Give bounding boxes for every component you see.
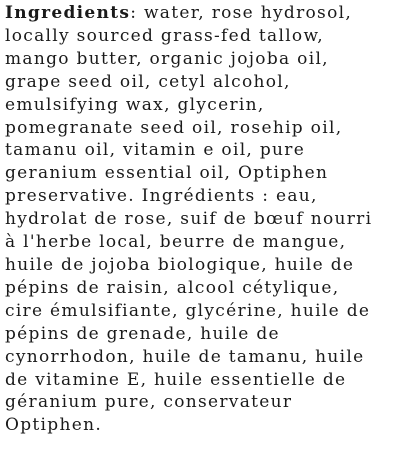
ingredient-line: pomegranate seed oil, rosehip oil, bbox=[5, 117, 343, 138]
ingredient-line: geranium essential oil, Optiphen bbox=[5, 163, 329, 184]
ingredient-line: géranium pure, conservateur bbox=[5, 392, 293, 413]
ingredient-line: cynorrhodon, huile de tamanu, huile bbox=[5, 346, 365, 367]
ingredients-heading: Ingredients bbox=[5, 3, 131, 23]
ingredient-line: emulsifying wax, glycerin, bbox=[5, 94, 265, 115]
ingredient-line: pépins de grenade, huile de bbox=[5, 323, 280, 344]
ingredient-line: mango butter, organic jojoba oil, bbox=[5, 48, 329, 69]
ingredient-line: huile de jojoba biologique, huile de bbox=[5, 254, 355, 275]
ingredient-text: : water, rose hydrosol, bbox=[130, 3, 353, 23]
ingredient-line: de vitamine E, huile essentielle de bbox=[5, 369, 347, 390]
ingredient-line: hydrolat de rose, suif de bœuf nourri bbox=[5, 209, 373, 230]
ingredient-line: locally sourced grass-fed tallow, bbox=[5, 25, 325, 46]
ingredients-label bbox=[5, 2, 411, 437]
ingredient-line: tamanu oil, vitamin e oil, pure bbox=[5, 140, 306, 161]
ingredient-line: à l'herbe local, beurre de mangue, bbox=[5, 232, 347, 253]
ingredient-line: preservative. Ingrédients : eau, bbox=[5, 186, 318, 207]
ingredient-line bbox=[5, 2, 411, 25]
ingredient-line: Optiphen. bbox=[5, 415, 103, 436]
ingredient-line: pépins de raisin, alcool cétylique, bbox=[5, 277, 340, 298]
ingredient-line: grape seed oil, cetyl alcohol, bbox=[5, 71, 291, 92]
ingredient-line: cire émulsifiante, glycérine, huile de bbox=[5, 300, 371, 321]
